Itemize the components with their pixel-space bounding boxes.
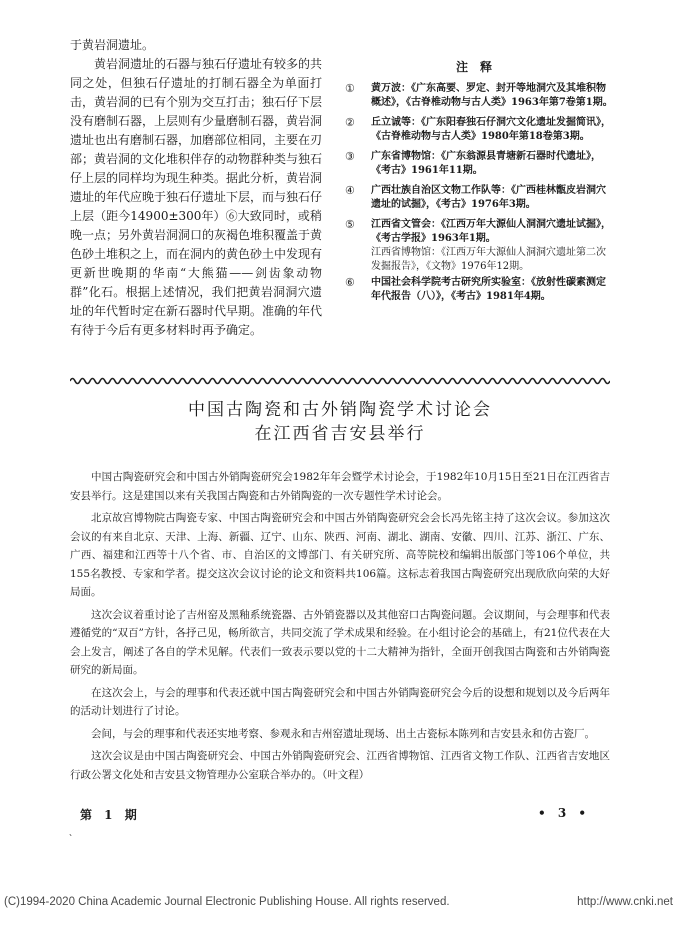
note-number: ② bbox=[345, 116, 355, 129]
article-title bbox=[70, 398, 610, 446]
paragraph-continuation: 于黄岩洞遗址。 bbox=[70, 38, 155, 52]
article-body bbox=[70, 468, 610, 788]
note-text: 江西省文管会：《江西万年大源仙人洞洞穴遗址试掘》，《考古学报》1963年1期。 bbox=[371, 219, 611, 244]
article-paragraph: 这次会议着重讨论了吉州窑及黑釉系统瓷器、古外销瓷器以及其他窑口古陶瓷问题。会议期间，与会理事和代表遵循党的“双百”方针，各抒己见，畅所欲言，共同交流了学术成果和经验。在小组讨论会的基础上，有21位代表在大会上发言，阐述了各自的学术见解。代表们一致表示要以党的十二大精神为指针，全面开创我国古陶瓷和古外销陶瓷研究的新局面。 bbox=[70, 608, 610, 676]
stray-mark: 、 bbox=[69, 828, 77, 837]
page-number: • 3 • bbox=[538, 806, 591, 820]
note-item bbox=[345, 276, 613, 304]
note-number: ④ bbox=[345, 184, 355, 197]
note-number bbox=[345, 246, 371, 274]
note-number: ⑥ bbox=[345, 276, 355, 289]
article-paragraph: 北京故宫博物院古陶瓷专家、中国古陶瓷研究会和中国古外销陶瓷研究会会长冯先铭主持了这次会议。参加这次会议的有来自北京、天津、上海、新疆、辽宁、山东、陕西、河南、湖北、湖南、安徽、四川、江苏、浙江、广东、广西、福建和江西等十八个省、市、自治区的文博部门、有关研究所、高等院校和编辑出版部门等106个单位，共155名教授、专家和学者。提交这次会议讨论的论文和资料共106篇。这标志着我国古陶瓷研究出现欣欣向荣的大好局面。 bbox=[70, 512, 610, 598]
note-number: ① bbox=[345, 82, 355, 95]
note-item bbox=[345, 116, 613, 144]
copyright-url: http://www.cnki.net bbox=[577, 896, 673, 908]
note-text: 广西壮族自治区文物工作队等：《广西桂林甑皮岩洞穴遗址的试掘》，《考古》1976年3期。 bbox=[371, 185, 606, 210]
note-item bbox=[345, 246, 613, 274]
note-number: ⑤ bbox=[345, 218, 355, 231]
article-paragraph: 会间，与会的理事和代表还实地考察、参观永和吉州窑遗址现场、出土古瓷标本陈列和吉安县永和仿古瓷厂。 bbox=[91, 727, 595, 740]
note-text: 丘立诚等：《广东阳春独石仔洞穴文化遗址发掘简讯》，《古脊椎动物与古人类》1980年第18卷第3期。 bbox=[371, 117, 611, 142]
issue-number: 第 1 期 bbox=[80, 808, 141, 822]
note-item bbox=[345, 82, 613, 110]
note-number: ③ bbox=[345, 150, 355, 163]
note-item bbox=[345, 184, 613, 212]
article-paragraph: 在这次会上，与会的理事和代表还就中国古陶瓷研究会和中国古外销陶瓷研究会今后的设想和规划以及今后两年的活动计划进行了讨论。 bbox=[70, 686, 610, 717]
left-column-text bbox=[70, 36, 322, 340]
note-item bbox=[345, 218, 613, 246]
note-text: 广东省博物馆：《广东翁源县青塘新石器时代遗址》，《考古》1961年11期。 bbox=[371, 151, 601, 176]
article-title-line1: 中国古陶瓷和古外销陶瓷学术讨论会 bbox=[188, 400, 492, 420]
copyright-notice: (C)1994-2020 China Academic Journal Electronic Publishing House. All rights reserved. bbox=[4, 896, 450, 908]
note-text: 江西省博物馆：《江西万年大源仙人洞洞穴遗址第二次发掘报告》，《文物》1976年12期。 bbox=[371, 247, 606, 272]
note-text: 中国社会科学院考古研究所实验室：《放射性碳素测定年代报告（八）》，《考古》1981年4期。 bbox=[371, 277, 606, 302]
article-title-line2: 在江西省吉安县举行 bbox=[254, 424, 426, 444]
article-paragraph: 中国古陶瓷研究会和中国古外销陶瓷研究会1982年年会暨学术讨论会，于1982年10月15日至21日在江西省吉安县举行。这是建国以来有关我国古陶瓷和古外销陶瓷的一次专题性学术讨论会。 bbox=[70, 471, 610, 502]
wavy-divider bbox=[70, 376, 610, 386]
note-item bbox=[345, 150, 613, 178]
note-text: 黄万波：《广东高要、罗定、封开等地洞穴及其堆积物概述》，《古脊椎动物与古人类》1963年第7卷第1期。 bbox=[371, 83, 613, 108]
notes-heading: 注释 bbox=[455, 60, 504, 74]
paragraph-dating-analysis: 黄岩洞遗址的石器与独石仔遗址有较多的共同之处，但独石仔遗址的打制石器全为单面打击，黄岩洞的已有个别为交互打击；独石仔下层没有磨制石器，上层则有少量磨制石器，黄岩洞遗址也出有磨制石器，加磨部位相同，主要在刃部；黄岩洞的文化堆积伴存的动物群种类与独石仔上层的同样均为现生种类。据此分析，黄岩洞遗址的年代应晚于独石仔遗址下层，而与独石仔上层（距今14900±300年）⑥大致同时，或稍晚一点；另外黄岩洞洞口的灰褐色堆积覆盖于黄色砂土堆积之上，而在洞内的黄色砂土中发现有更新世晚期的华南“大熊猫——剑齿象动物群”化石。根据上述情况，我们把黄岩洞洞穴遗址的年代暂时定在新石器时代早期。准确的年代有待于今后有更多材料时再予确定。 bbox=[70, 57, 323, 337]
notes-list bbox=[345, 82, 613, 304]
article-paragraph: 这次会议是由中国古陶瓷研究会、中国古外销陶瓷研究会、江西省博物馆、江西省文物工作队、江西省吉安地区行政公署文化处和吉安县文物管理办公室联合举办的。（叶文程） bbox=[70, 750, 610, 781]
